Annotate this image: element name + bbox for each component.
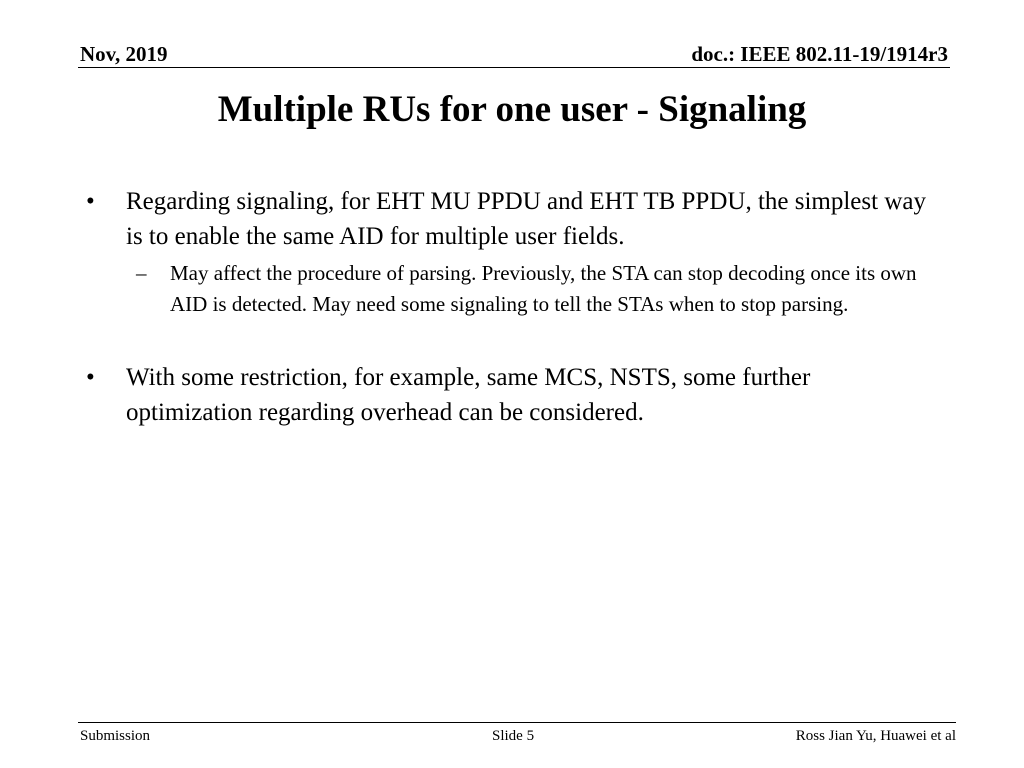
footer-author: Ross Jian Yu, Huawei et al xyxy=(795,728,956,744)
bullet-text: With some restriction, for example, same MCS, NSTS, some further optimization regarding overhead can be considered. xyxy=(126,364,811,426)
spacer xyxy=(80,320,940,360)
sub-bullet-item xyxy=(80,258,940,320)
header-divider xyxy=(78,67,950,68)
dash-icon: – xyxy=(136,261,147,285)
sub-bullet-text: May affect the procedure of parsing. Previously, the STA can stop decoding once its own AID is detected. May need some signaling to tell the STAs when to stop parsing. xyxy=(170,261,917,316)
header-date: Nov, 2019 xyxy=(80,42,168,66)
header-doc-id: doc.: IEEE 802.11-19/1914r3 xyxy=(691,42,948,66)
slide-body xyxy=(80,184,940,430)
footer-slide-number: Slide 5 xyxy=(492,728,535,744)
bullet-text: Regarding signaling, for EHT MU PPDU and EHT TB PPDU, the simplest way is to enable the same AID for multiple user fields. xyxy=(126,188,926,250)
slide-title: Multiple RUs for one user - Signaling xyxy=(217,89,807,130)
bullet-item xyxy=(80,360,940,430)
footer-submission: Submission xyxy=(80,728,151,744)
bullet-icon: • xyxy=(86,364,95,391)
footer-divider xyxy=(78,722,956,723)
bullet-icon: • xyxy=(86,188,95,215)
bullet-item xyxy=(80,184,940,254)
